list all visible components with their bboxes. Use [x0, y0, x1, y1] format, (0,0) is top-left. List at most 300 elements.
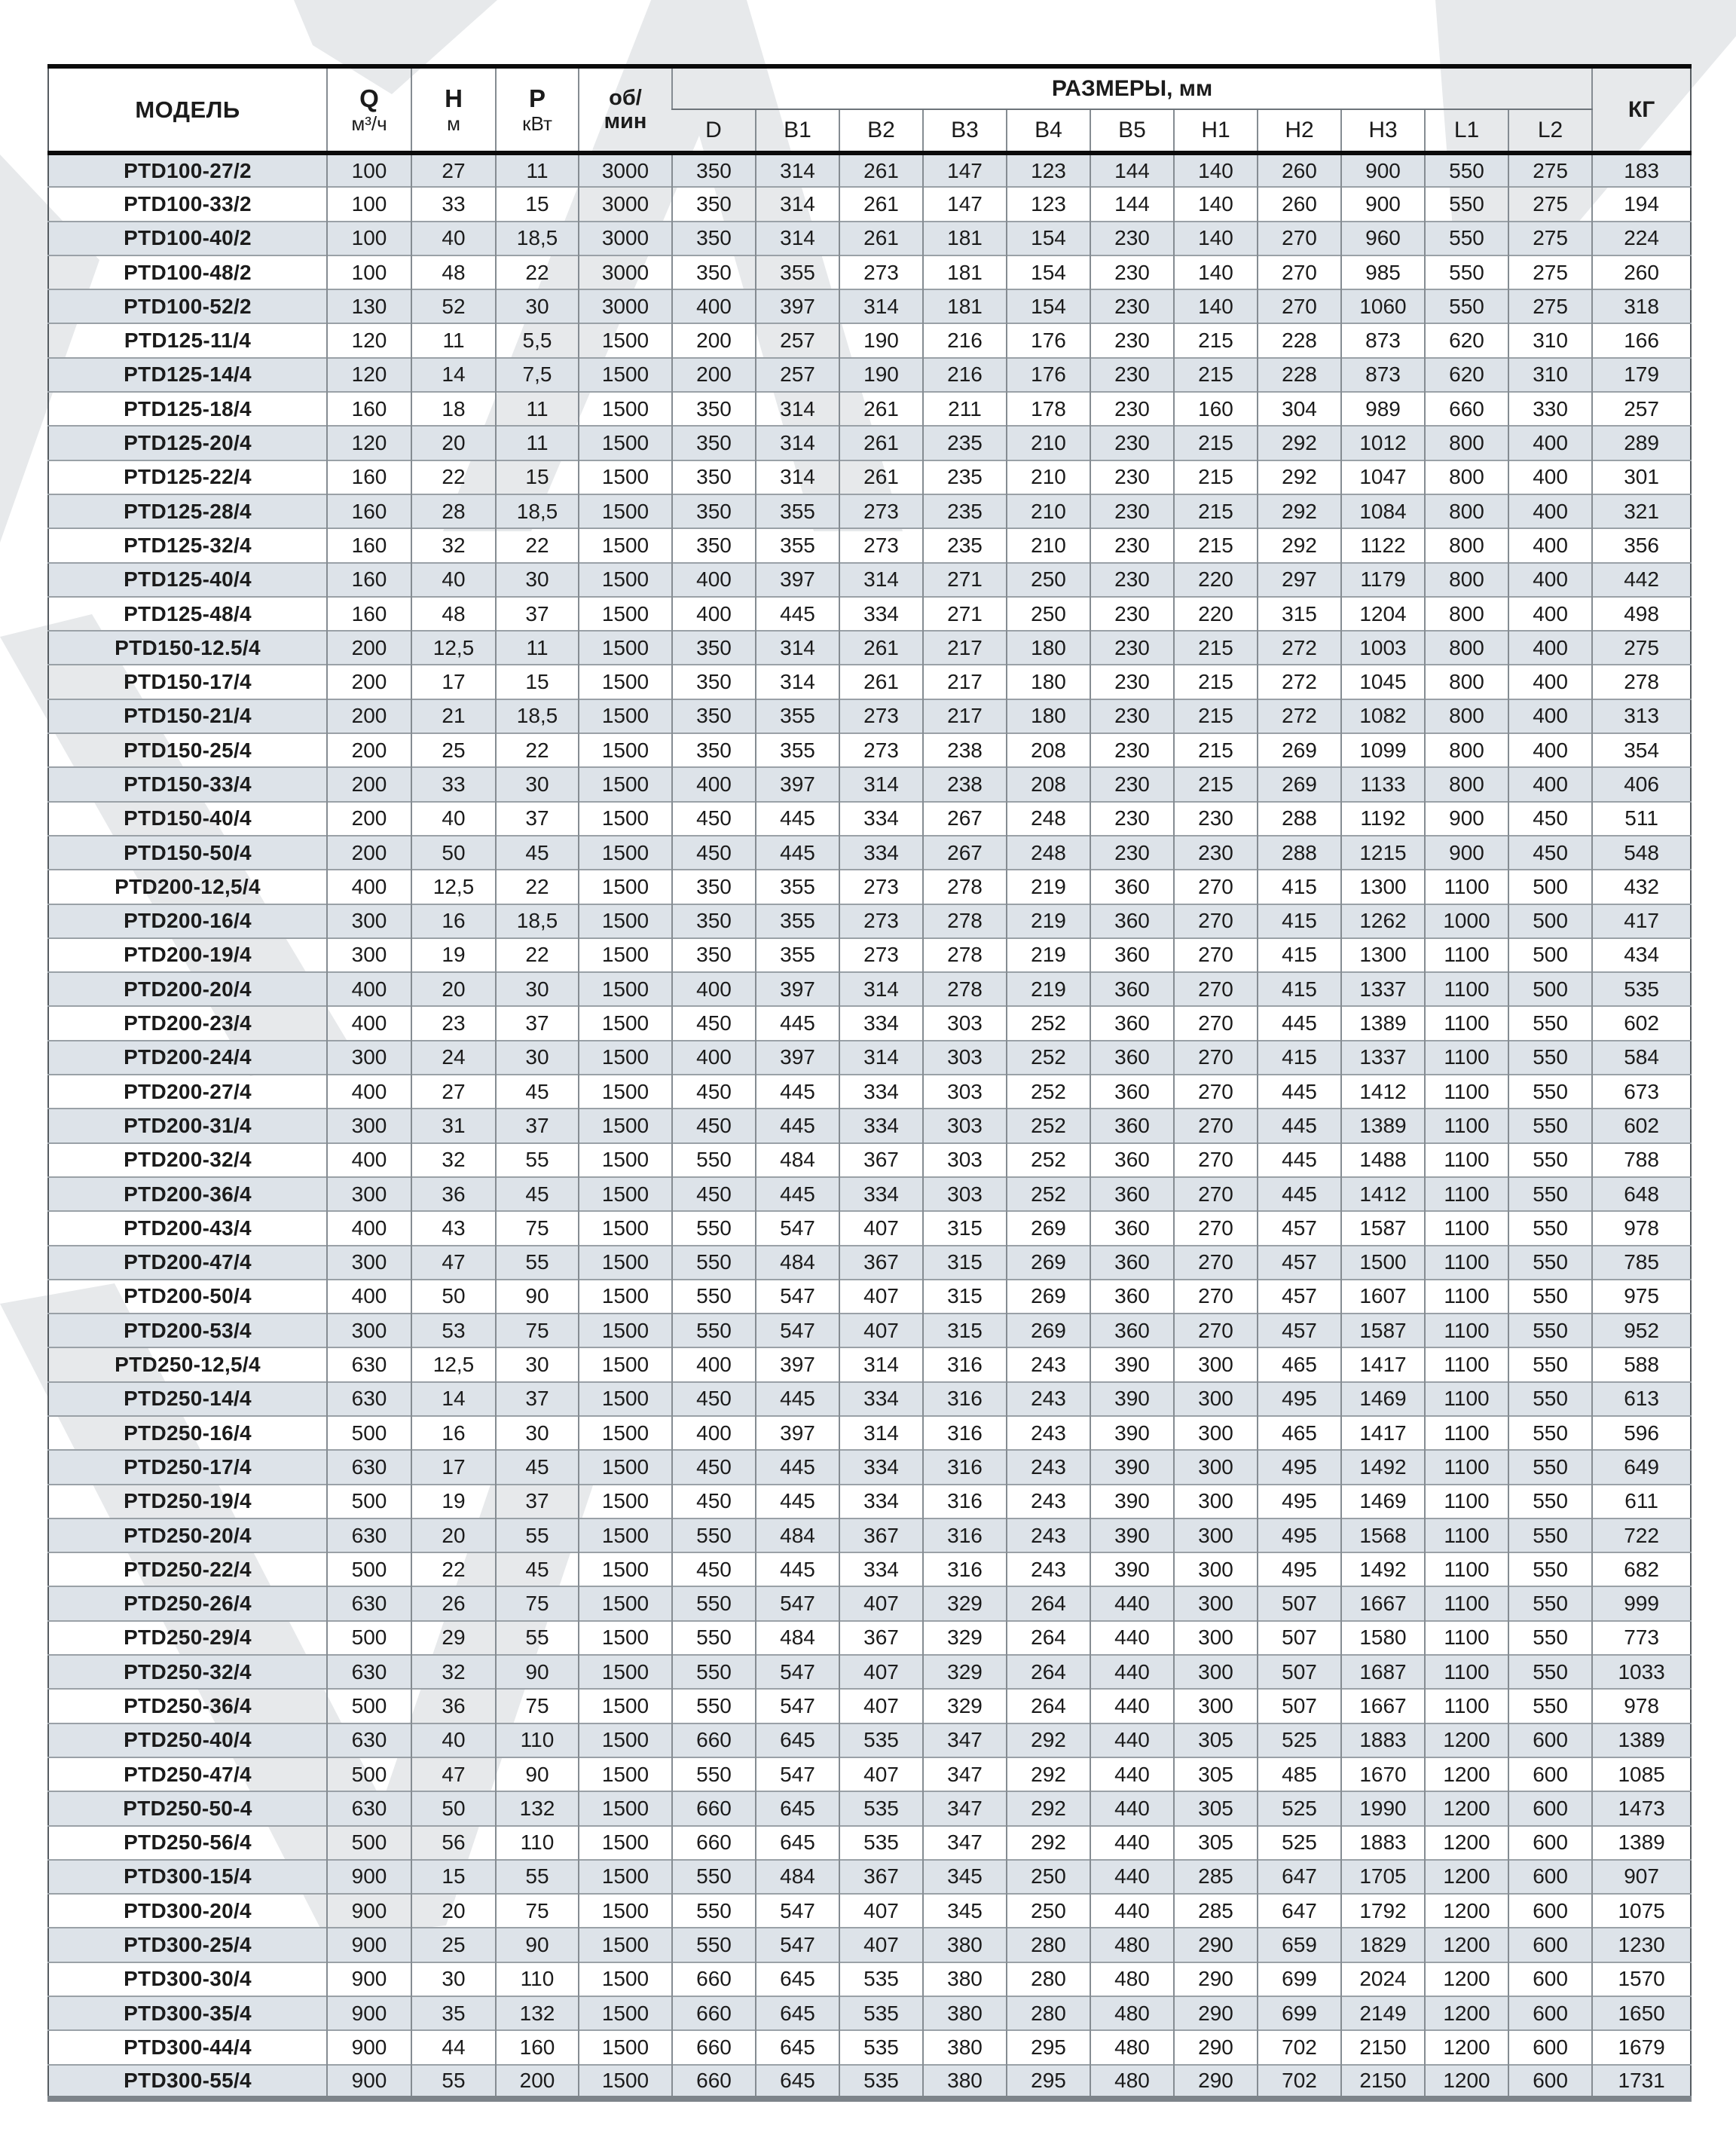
value-cell: 31 — [411, 1109, 496, 1142]
value-cell: 390 — [1090, 1552, 1174, 1586]
value-cell: 1204 — [1341, 597, 1425, 631]
value-cell: 289 — [1592, 426, 1691, 460]
value-cell: 45 — [496, 1177, 579, 1211]
value-cell: 55 — [496, 1246, 579, 1280]
value-cell: 1389 — [1592, 1826, 1691, 1860]
value-cell: 550 — [1508, 1518, 1592, 1552]
value-cell: 2149 — [1341, 1996, 1425, 2030]
value-cell: 1500 — [579, 1177, 672, 1211]
value-cell: 314 — [756, 392, 839, 426]
value-cell: 235 — [923, 460, 1007, 494]
value-cell: 43 — [411, 1211, 496, 1245]
value-cell: 270 — [1174, 1041, 1258, 1075]
value-cell: 14 — [411, 1382, 496, 1416]
value-cell: 334 — [839, 1075, 923, 1109]
value-cell: 110 — [496, 1962, 579, 1996]
value-cell: 272 — [1258, 699, 1341, 733]
value-cell: 415 — [1258, 972, 1341, 1006]
value-cell: 600 — [1508, 1962, 1592, 1996]
table-row — [48, 1143, 1691, 1177]
value-cell: 3000 — [579, 153, 672, 187]
value-cell: 900 — [1341, 153, 1425, 187]
value-cell: 1000 — [1425, 904, 1508, 938]
value-cell: 37 — [496, 1109, 579, 1142]
value-cell: 55 — [411, 2065, 496, 2099]
value-cell: 280 — [1007, 1928, 1090, 1962]
value-cell: 390 — [1090, 1382, 1174, 1416]
value-cell: 30 — [496, 972, 579, 1006]
value-cell: 200 — [327, 699, 411, 733]
value-cell: 90 — [496, 1280, 579, 1314]
value-cell: 1500 — [579, 972, 672, 1006]
value-cell: 290 — [1174, 2065, 1258, 2099]
value-cell: 290 — [1174, 2030, 1258, 2064]
value-cell: 11 — [496, 153, 579, 187]
value-cell: 400 — [1508, 767, 1592, 801]
value-cell: 1500 — [579, 494, 672, 528]
model-cell: PTD250-47/4 — [48, 1757, 327, 1791]
value-cell: 260 — [1258, 153, 1341, 187]
value-cell: 27 — [411, 1075, 496, 1109]
value-cell: 450 — [672, 1177, 756, 1211]
value-cell: 1500 — [579, 2030, 672, 2064]
value-cell: 75 — [496, 1689, 579, 1723]
value-cell: 600 — [1508, 2030, 1592, 2064]
value-cell: 1500 — [579, 802, 672, 836]
value-cell: 243 — [1007, 1382, 1090, 1416]
value-cell: 271 — [923, 563, 1007, 597]
value-cell: 550 — [672, 1211, 756, 1245]
value-cell: 230 — [1090, 836, 1174, 870]
value-cell: 15 — [496, 187, 579, 221]
value-cell: 1580 — [1341, 1621, 1425, 1655]
value-cell: 360 — [1090, 972, 1174, 1006]
value-cell: 355 — [756, 938, 839, 972]
value-cell: 1100 — [1425, 1109, 1508, 1142]
value-cell: 355 — [756, 904, 839, 938]
value-cell: 310 — [1508, 323, 1592, 357]
table-row — [48, 563, 1691, 597]
value-cell: 270 — [1174, 904, 1258, 938]
value-cell: 314 — [839, 1416, 923, 1450]
value-cell: 215 — [1174, 665, 1258, 699]
value-cell: 547 — [756, 1689, 839, 1723]
value-cell: 660 — [672, 2030, 756, 2064]
model-cell: PTD250-17/4 — [48, 1450, 327, 1484]
value-cell: 360 — [1090, 1211, 1174, 1245]
value-cell: 647 — [1258, 1860, 1341, 1894]
model-cell: PTD300-44/4 — [48, 2030, 327, 2064]
value-cell: 722 — [1592, 1518, 1691, 1552]
model-cell: PTD200-43/4 — [48, 1211, 327, 1245]
model-cell: PTD300-30/4 — [48, 1962, 327, 1996]
value-cell: 1300 — [1341, 870, 1425, 904]
value-cell: 269 — [1007, 1314, 1090, 1347]
value-cell: 535 — [839, 1826, 923, 1860]
value-cell: 550 — [672, 1143, 756, 1177]
value-cell: 35 — [411, 1996, 496, 2030]
value-cell: 300 — [327, 1246, 411, 1280]
value-cell: 702 — [1258, 2065, 1341, 2099]
value-cell: 367 — [839, 1143, 923, 1177]
value-cell: 660 — [672, 1996, 756, 2030]
value-cell: 1500 — [579, 1143, 672, 1177]
value-cell: 270 — [1174, 1109, 1258, 1142]
value-cell: 525 — [1258, 1791, 1341, 1825]
value-cell: 355 — [756, 870, 839, 904]
value-cell: 210 — [1007, 426, 1090, 460]
value-cell: 900 — [1425, 836, 1508, 870]
value-cell: 445 — [756, 1075, 839, 1109]
value-cell: 303 — [923, 1143, 1007, 1177]
value-cell: 316 — [923, 1485, 1007, 1518]
value-cell: 1100 — [1425, 1416, 1508, 1450]
value-cell: 1492 — [1341, 1450, 1425, 1484]
value-cell: 1100 — [1425, 1041, 1508, 1075]
value-cell: 1200 — [1425, 1860, 1508, 1894]
value-cell: 445 — [756, 1382, 839, 1416]
value-cell: 1500 — [579, 358, 672, 392]
value-cell: 45 — [496, 836, 579, 870]
value-cell: 550 — [1508, 1006, 1592, 1040]
value-cell: 144 — [1090, 153, 1174, 187]
value-cell: 316 — [923, 1347, 1007, 1381]
value-cell: 400 — [327, 972, 411, 1006]
value-cell: 235 — [923, 426, 1007, 460]
value-cell: 620 — [1425, 323, 1508, 357]
value-cell: 12,5 — [411, 870, 496, 904]
value-cell: 290 — [1174, 1928, 1258, 1962]
value-cell: 200 — [327, 631, 411, 665]
value-cell: 350 — [672, 938, 756, 972]
value-cell: 360 — [1090, 938, 1174, 972]
value-cell: 2150 — [1341, 2065, 1425, 2099]
table-row — [48, 1006, 1691, 1040]
value-cell: 480 — [1090, 2065, 1174, 2099]
value-cell: 1829 — [1341, 1928, 1425, 1962]
value-cell: 1100 — [1425, 1177, 1508, 1211]
value-cell: 200 — [327, 665, 411, 699]
value-cell: 243 — [1007, 1518, 1090, 1552]
value-cell: 547 — [756, 1894, 839, 1928]
col-header-b4: B4 — [1007, 109, 1090, 153]
value-cell: 450 — [672, 1485, 756, 1518]
table-row — [48, 1860, 1691, 1894]
value-cell: 380 — [923, 1996, 1007, 2030]
value-cell: 450 — [672, 1006, 756, 1040]
value-cell: 1200 — [1425, 2065, 1508, 2099]
value-cell: 1587 — [1341, 1314, 1425, 1347]
value-cell: 1500 — [579, 1586, 672, 1620]
value-cell: 400 — [327, 870, 411, 904]
value-cell: 75 — [496, 1314, 579, 1347]
value-cell: 219 — [1007, 972, 1090, 1006]
col-header-b2: B2 — [839, 109, 923, 153]
value-cell: 300 — [1174, 1347, 1258, 1381]
value-cell: 217 — [923, 631, 1007, 665]
value-cell: 230 — [1174, 836, 1258, 870]
value-cell: 300 — [1174, 1689, 1258, 1723]
value-cell: 1200 — [1425, 1826, 1508, 1860]
value-cell: 44 — [411, 2030, 496, 2064]
value-cell: 200 — [327, 767, 411, 801]
value-cell: 228 — [1258, 323, 1341, 357]
value-cell: 37 — [496, 1382, 579, 1416]
value-cell: 630 — [327, 1791, 411, 1825]
value-cell: 210 — [1007, 460, 1090, 494]
value-cell: 390 — [1090, 1450, 1174, 1484]
table-row — [48, 153, 1691, 187]
value-cell: 400 — [327, 1211, 411, 1245]
value-cell: 252 — [1007, 1041, 1090, 1075]
value-cell: 550 — [1508, 1314, 1592, 1347]
value-cell: 649 — [1592, 1450, 1691, 1484]
value-cell: 1500 — [579, 904, 672, 938]
value-cell: 1500 — [579, 1211, 672, 1245]
value-cell: 511 — [1592, 802, 1691, 836]
value-cell: 314 — [839, 972, 923, 1006]
value-cell: 334 — [839, 597, 923, 631]
value-cell: 380 — [923, 1962, 1007, 1996]
value-cell: 1200 — [1425, 1928, 1508, 1962]
value-cell: 445 — [756, 1006, 839, 1040]
value-cell: 1500 — [579, 1791, 672, 1825]
value-cell: 1500 — [579, 460, 672, 494]
value-cell: 75 — [496, 1586, 579, 1620]
model-cell: PTD125-40/4 — [48, 563, 327, 597]
value-cell: 547 — [756, 1314, 839, 1347]
model-cell: PTD125-11/4 — [48, 323, 327, 357]
value-cell: 440 — [1090, 1723, 1174, 1757]
value-cell: 53 — [411, 1314, 496, 1347]
table-row — [48, 1280, 1691, 1314]
value-cell: 1100 — [1425, 1314, 1508, 1347]
value-cell: 450 — [1508, 802, 1592, 836]
value-cell: 660 — [672, 1791, 756, 1825]
value-cell: 535 — [839, 1723, 923, 1757]
value-cell: 400 — [672, 563, 756, 597]
value-cell: 550 — [1508, 1655, 1592, 1689]
value-cell: 300 — [1174, 1621, 1258, 1655]
value-cell: 1500 — [579, 631, 672, 665]
value-cell: 26 — [411, 1586, 496, 1620]
model-cell: PTD200-32/4 — [48, 1143, 327, 1177]
value-cell: 303 — [923, 1006, 1007, 1040]
table-row — [48, 323, 1691, 357]
value-cell: 314 — [839, 1041, 923, 1075]
col-header-h1: H1 — [1174, 109, 1258, 153]
value-cell: 648 — [1592, 1177, 1691, 1211]
value-cell: 1100 — [1425, 1552, 1508, 1586]
value-cell: 400 — [327, 1075, 411, 1109]
value-cell: 314 — [756, 665, 839, 699]
model-cell: PTD125-28/4 — [48, 494, 327, 528]
value-cell: 160 — [327, 597, 411, 631]
value-cell: 257 — [756, 323, 839, 357]
value-cell: 176 — [1007, 323, 1090, 357]
value-cell: 367 — [839, 1246, 923, 1280]
value-cell: 596 — [1592, 1416, 1691, 1450]
value-cell: 194 — [1592, 187, 1691, 221]
value-cell: 400 — [1508, 699, 1592, 733]
value-cell: 1500 — [579, 392, 672, 426]
value-cell: 445 — [756, 1177, 839, 1211]
value-cell: 550 — [672, 1621, 756, 1655]
value-cell: 215 — [1174, 767, 1258, 801]
value-cell: 484 — [756, 1518, 839, 1552]
value-cell: 28 — [411, 494, 496, 528]
table-row — [48, 972, 1691, 1006]
value-cell: 1192 — [1341, 802, 1425, 836]
value-cell: 480 — [1090, 1996, 1174, 2030]
value-cell: 270 — [1174, 1280, 1258, 1314]
value-cell: 295 — [1007, 2065, 1090, 2099]
value-cell: 457 — [1258, 1314, 1341, 1347]
value-cell: 275 — [1508, 153, 1592, 187]
value-cell: 397 — [756, 972, 839, 1006]
value-cell: 290 — [1174, 1996, 1258, 2030]
table-row — [48, 494, 1691, 528]
col-header-kg: КГ — [1592, 66, 1691, 153]
value-cell: 547 — [756, 1211, 839, 1245]
value-cell: 1200 — [1425, 1723, 1508, 1757]
value-cell: 278 — [923, 870, 1007, 904]
value-cell: 1687 — [1341, 1655, 1425, 1689]
model-cell: PTD200-20/4 — [48, 972, 327, 1006]
h-unit: м — [447, 112, 460, 135]
value-cell: 230 — [1090, 665, 1174, 699]
value-cell: 321 — [1592, 494, 1691, 528]
value-cell: 800 — [1425, 528, 1508, 562]
value-cell: 360 — [1090, 870, 1174, 904]
value-cell: 397 — [756, 563, 839, 597]
value-cell: 1099 — [1341, 733, 1425, 767]
value-cell: 900 — [327, 1860, 411, 1894]
value-cell: 535 — [839, 1996, 923, 2030]
value-cell: 550 — [1425, 187, 1508, 221]
value-cell: 445 — [756, 802, 839, 836]
value-cell: 211 — [923, 392, 1007, 426]
value-cell: 400 — [1508, 528, 1592, 562]
value-cell: 40 — [411, 563, 496, 597]
value-cell: 1412 — [1341, 1177, 1425, 1211]
value-cell: 315 — [923, 1314, 1007, 1347]
value-cell: 230 — [1090, 323, 1174, 357]
value-cell: 1100 — [1425, 1382, 1508, 1416]
model-cell: PTD250-19/4 — [48, 1485, 327, 1518]
value-cell: 217 — [923, 665, 1007, 699]
value-cell: 630 — [327, 1586, 411, 1620]
value-cell: 600 — [1508, 1894, 1592, 1928]
value-cell: 1100 — [1425, 1689, 1508, 1723]
value-cell: 261 — [839, 187, 923, 221]
model-cell: PTD100-40/2 — [48, 222, 327, 255]
value-cell: 1792 — [1341, 1894, 1425, 1928]
value-cell: 1389 — [1341, 1006, 1425, 1040]
value-cell: 228 — [1258, 358, 1341, 392]
value-cell: 261 — [839, 460, 923, 494]
value-cell: 315 — [1258, 597, 1341, 631]
value-cell: 498 — [1592, 597, 1691, 631]
pump-spec-table — [47, 64, 1692, 2102]
value-cell: 360 — [1090, 1280, 1174, 1314]
value-cell: 1084 — [1341, 494, 1425, 528]
value-cell: 292 — [1007, 1723, 1090, 1757]
value-cell: 547 — [756, 1586, 839, 1620]
value-cell: 252 — [1007, 1143, 1090, 1177]
value-cell: 900 — [327, 1894, 411, 1928]
value-cell: 36 — [411, 1689, 496, 1723]
value-cell: 33 — [411, 187, 496, 221]
value-cell: 314 — [756, 153, 839, 187]
value-cell: 1607 — [1341, 1280, 1425, 1314]
value-cell: 773 — [1592, 1621, 1691, 1655]
model-cell: PTD200-31/4 — [48, 1109, 327, 1142]
table-row — [48, 665, 1691, 699]
value-cell: 445 — [756, 1450, 839, 1484]
value-cell: 261 — [839, 665, 923, 699]
value-cell: 380 — [923, 1928, 1007, 1962]
value-cell: 397 — [756, 1041, 839, 1075]
value-cell: 702 — [1258, 2030, 1341, 2064]
value-cell: 14 — [411, 358, 496, 392]
value-cell: 273 — [839, 733, 923, 767]
value-cell: 314 — [839, 563, 923, 597]
value-cell: 495 — [1258, 1382, 1341, 1416]
value-cell: 1500 — [579, 1041, 672, 1075]
value-cell: 989 — [1341, 392, 1425, 426]
value-cell: 230 — [1090, 631, 1174, 665]
value-cell: 645 — [756, 1996, 839, 2030]
value-cell: 350 — [672, 528, 756, 562]
value-cell: 550 — [1425, 289, 1508, 323]
value-cell: 47 — [411, 1246, 496, 1280]
value-cell: 550 — [672, 1689, 756, 1723]
value-cell: 30 — [411, 1962, 496, 1996]
value-cell: 535 — [839, 2030, 923, 2064]
value-cell: 147 — [923, 187, 1007, 221]
table-row — [48, 460, 1691, 494]
value-cell: 500 — [327, 1689, 411, 1723]
model-cell: PTD125-14/4 — [48, 358, 327, 392]
value-cell: 16 — [411, 1416, 496, 1450]
model-cell: PTD250-40/4 — [48, 1723, 327, 1757]
col-header-b1: B1 — [756, 109, 839, 153]
value-cell: 1100 — [1425, 1450, 1508, 1484]
model-cell: PTD300-55/4 — [48, 2065, 327, 2099]
value-cell: 292 — [1258, 494, 1341, 528]
value-cell: 140 — [1174, 222, 1258, 255]
value-cell: 500 — [1508, 938, 1592, 972]
value-cell: 315 — [923, 1280, 1007, 1314]
value-cell: 445 — [1258, 1006, 1341, 1040]
value-cell: 334 — [839, 1177, 923, 1211]
model-cell: PTD300-20/4 — [48, 1894, 327, 1928]
value-cell: 40 — [411, 1723, 496, 1757]
value-cell: 1500 — [579, 1928, 672, 1962]
value-cell: 269 — [1007, 1280, 1090, 1314]
value-cell: 360 — [1090, 904, 1174, 938]
value-cell: 22 — [496, 528, 579, 562]
value-cell: 200 — [327, 836, 411, 870]
value-cell: 432 — [1592, 870, 1691, 904]
value-cell: 12,5 — [411, 631, 496, 665]
value-cell: 303 — [923, 1075, 1007, 1109]
value-cell: 480 — [1090, 1928, 1174, 1962]
value-cell: 300 — [327, 1314, 411, 1347]
value-cell: 1337 — [1341, 1041, 1425, 1075]
value-cell: 219 — [1007, 870, 1090, 904]
